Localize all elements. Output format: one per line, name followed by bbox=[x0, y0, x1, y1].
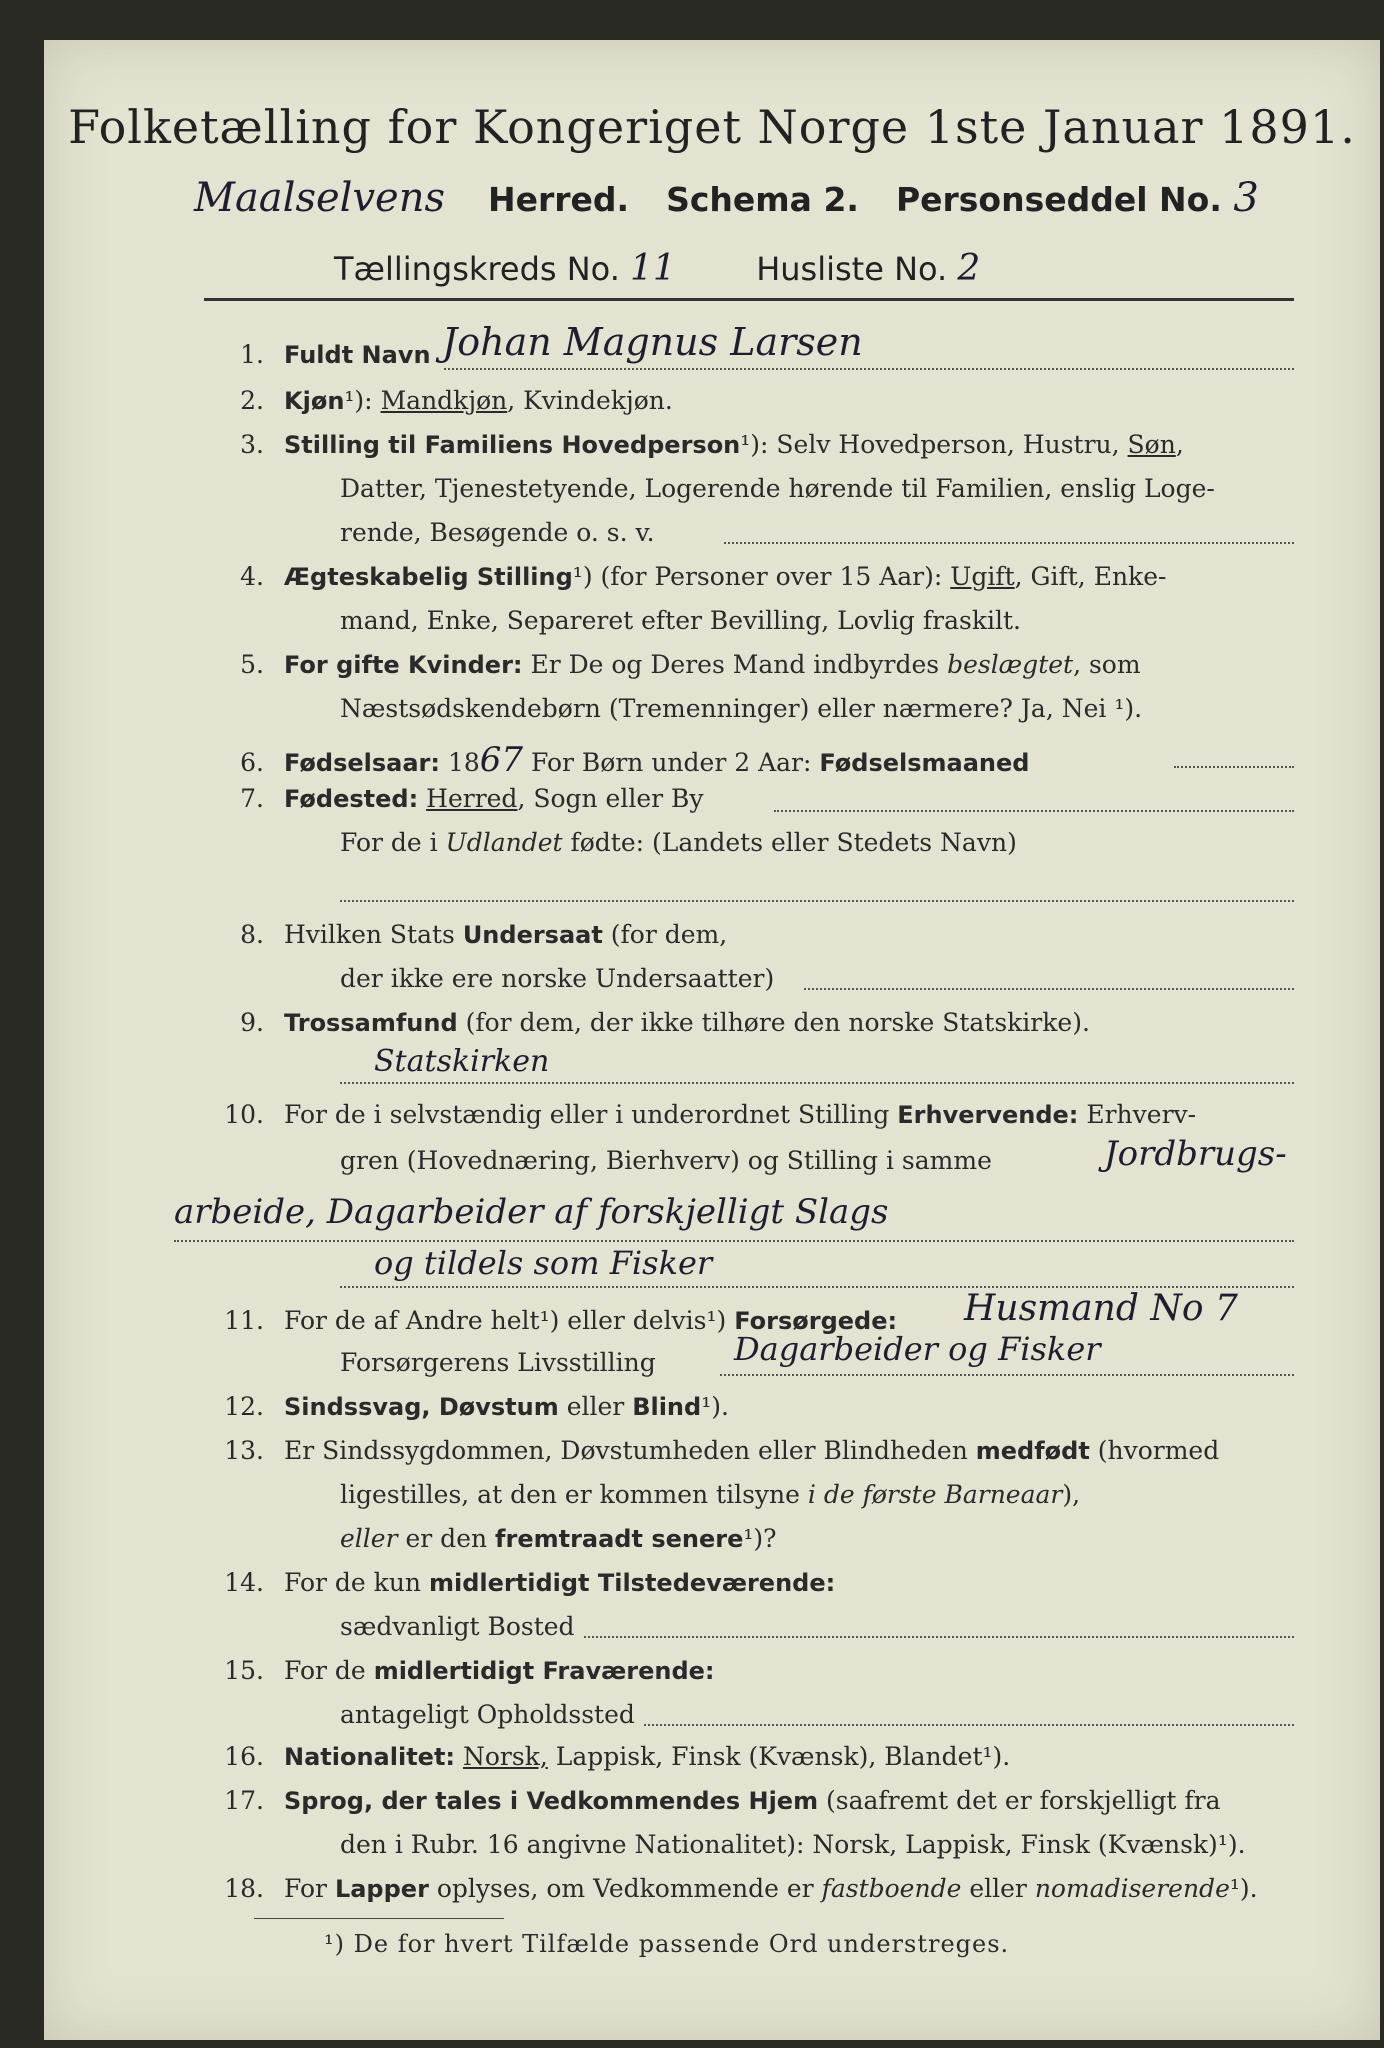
nationality-chosen: Norsk, bbox=[462, 1742, 548, 1771]
husliste-label: Husliste No. bbox=[756, 250, 948, 288]
birth-year-handwritten: 67 bbox=[479, 740, 524, 780]
row-5-text: Er De og Deres Mand indbyrdes bbox=[522, 650, 948, 679]
birthplace-chosen: Herred bbox=[426, 784, 518, 813]
row-18-label: Lapper bbox=[334, 1875, 429, 1903]
row-13-line-2 bbox=[340, 1480, 1080, 1509]
row-8-pre: Hvilken Stats bbox=[284, 920, 463, 949]
row-2 bbox=[204, 386, 1304, 415]
row-9-label: Trossamfund bbox=[284, 1009, 458, 1037]
row-10-pre: For de i selvstændig eller i underordnet Stilling bbox=[284, 1100, 898, 1129]
census-form bbox=[44, 40, 1380, 2040]
row-5-label: For gifte Kvinder: bbox=[284, 651, 523, 679]
dotted-line bbox=[720, 1374, 1294, 1376]
dotted-line bbox=[340, 1082, 1294, 1084]
row-15-label: midlertidigt Fraværende: bbox=[373, 1657, 715, 1685]
row-12-label: Sindssvag, Døvstum bbox=[284, 1393, 559, 1421]
occupation-handwritten-3: og tildels som Fisker bbox=[374, 1244, 713, 1282]
row-17-line-2: den i Rubr. 16 angivne Nationalitet): Norsk, Lappisk, Finsk (Kvænsk)¹). bbox=[340, 1830, 1246, 1859]
row-13-l2a: ligestilles, at den er kommen tilsyne bbox=[340, 1480, 808, 1509]
row-number: 4. bbox=[240, 562, 264, 591]
row-17-label: Sprog, der tales i Vedkommendes Hjem bbox=[284, 1787, 819, 1815]
dotted-line bbox=[774, 810, 1294, 812]
header-rule bbox=[204, 298, 1294, 301]
row-13-label: medfødt bbox=[975, 1437, 1090, 1465]
row-3-line-2: Datter, Tjenestetyende, Logerende hørende til Familien, enslig Loge- bbox=[340, 474, 1215, 503]
row-number: 8. bbox=[240, 920, 264, 949]
row-number: 10. bbox=[224, 1100, 264, 1129]
row-number: 17. bbox=[224, 1786, 264, 1815]
dotted-line bbox=[724, 542, 1294, 544]
dotted-line bbox=[174, 1240, 1294, 1242]
row-7-line-2 bbox=[340, 828, 1017, 857]
row-15-line-2: antageligt Opholdssted bbox=[340, 1700, 635, 1729]
row-number: 16. bbox=[224, 1742, 264, 1771]
marital-status-chosen: Ugift bbox=[950, 562, 1015, 591]
personseddel-label: Personseddel No. bbox=[895, 180, 1222, 219]
row-number: 9. bbox=[240, 1008, 264, 1037]
row-7-l2b: fødte: (Landets eller Stedets Navn) bbox=[562, 828, 1017, 857]
row-11-label: Forsørgede: bbox=[734, 1307, 898, 1335]
form-title: Folketælling for Kongeriget Norge 1ste Januar 1891. bbox=[68, 100, 1356, 154]
row-13-l2b: ), bbox=[1062, 1480, 1081, 1509]
row-4-end: , Gift, Enke- bbox=[1014, 562, 1167, 591]
provider-handwritten: Husmand No 7 bbox=[964, 1288, 1238, 1329]
dotted-line bbox=[584, 1636, 1294, 1638]
row-13-l3a: er den bbox=[397, 1524, 496, 1553]
row-3-end: , bbox=[1175, 430, 1184, 459]
row-13-l3-bold: fremtraadt senere bbox=[495, 1525, 744, 1553]
footnote: ¹) De for hvert Tilfælde passende Ord understreges. bbox=[324, 1930, 1010, 1958]
birth-month-label: Fødselsmaaned bbox=[819, 749, 1030, 777]
row-10-line-2: gren (Hovednæring, Bierhverv) og Stilling i samme bbox=[340, 1146, 992, 1175]
row-number: 18. bbox=[224, 1874, 264, 1903]
row-number: 2. bbox=[240, 386, 264, 415]
row-number: 11. bbox=[224, 1306, 264, 1335]
row-15 bbox=[204, 1656, 1304, 1685]
kreds-label: Tællingskreds No. bbox=[334, 250, 620, 288]
row-number: 15. bbox=[224, 1656, 264, 1685]
row-18-end: ¹). bbox=[1229, 1874, 1258, 1903]
municipality-handwritten: Maalselvens bbox=[194, 175, 445, 221]
personseddel-number: 3 bbox=[1233, 175, 1259, 221]
schema-label: Schema 2. bbox=[666, 180, 859, 219]
row-10-label: Erhvervende: bbox=[897, 1101, 1079, 1129]
row-10 bbox=[204, 1100, 1304, 1129]
row-12-label-2: Blind bbox=[632, 1393, 702, 1421]
row-2-label: Kjøn bbox=[284, 387, 345, 415]
row-6 bbox=[204, 740, 1304, 780]
husliste-number: 2 bbox=[957, 248, 981, 289]
row-4 bbox=[204, 562, 1304, 591]
row-number: 1. bbox=[240, 340, 264, 369]
row-13-text: (hvormed bbox=[1089, 1436, 1220, 1465]
row-4-line-2: mand, Enke, Separeret efter Bevilling, Lovlig fraskilt. bbox=[340, 606, 1021, 635]
row-14-pre: For de kun bbox=[284, 1568, 429, 1597]
row-3-label: Stilling til Familiens Hovedperson bbox=[284, 431, 741, 459]
row-18 bbox=[204, 1874, 1304, 1903]
row-16 bbox=[204, 1742, 1304, 1771]
row-number: 3. bbox=[240, 430, 264, 459]
row-17-text: (saafremt det er forskjelligt fra bbox=[818, 1786, 1221, 1815]
row-5-italic: beslægtet bbox=[947, 650, 1074, 679]
family-position-chosen: Søn bbox=[1127, 430, 1176, 459]
row-5 bbox=[204, 650, 1304, 679]
row-13 bbox=[204, 1436, 1304, 1465]
herred-label: Herred. bbox=[488, 180, 630, 219]
row-13-l2-italic: i de første Barneaar bbox=[807, 1480, 1063, 1509]
row-18-text: oplyses, om Vedkommende er bbox=[428, 1874, 822, 1903]
row-13-l3c: ¹)? bbox=[743, 1524, 777, 1553]
row-17 bbox=[204, 1786, 1304, 1815]
row-6-label: Fødselsaar: bbox=[284, 749, 440, 777]
row-7-l2a: For de i bbox=[340, 828, 446, 857]
row-15-pre: For de bbox=[284, 1656, 374, 1685]
row-3 bbox=[204, 430, 1304, 459]
row-13-pre: Er Sindssygdommen, Døvstumheden eller Blindheden bbox=[284, 1436, 976, 1465]
row-11-pre: For de af Andre helt¹) eller delvis¹) bbox=[284, 1306, 735, 1335]
row-4-text: ¹) (for Personer over 15 Aar): bbox=[572, 562, 951, 591]
row-8-line-2: der ikke ere norske Undersaatter) bbox=[340, 964, 775, 993]
dotted-line bbox=[1174, 766, 1294, 768]
row-number: 12. bbox=[224, 1392, 264, 1421]
dotted-line bbox=[340, 900, 1294, 902]
row-14-label: midlertidigt Tilstedeværende: bbox=[428, 1569, 836, 1597]
row-8-text: (for dem, bbox=[602, 920, 728, 949]
row-16-label: Nationalitet: bbox=[284, 1743, 456, 1771]
row-12-end: ¹). bbox=[701, 1392, 729, 1421]
row-18-mid: eller bbox=[961, 1874, 1035, 1903]
dotted-line bbox=[444, 368, 1294, 370]
header-line-schema bbox=[194, 175, 1294, 221]
row-12 bbox=[204, 1392, 1304, 1421]
row-7-l2-italic: Udlandet bbox=[445, 828, 563, 857]
row-10-text: Erhverv- bbox=[1078, 1100, 1197, 1129]
row-6-text: For Børn under 2 Aar: bbox=[523, 748, 820, 777]
row-4-label: Ægteskabelig Stilling bbox=[284, 563, 573, 591]
row-9-text: (for dem, der ikke tilhøre den norske Statskirke). bbox=[457, 1008, 1090, 1037]
row-16-text: Lappisk, Finsk (Kvænsk), Blandet¹). bbox=[547, 1742, 1011, 1771]
row-1-label: Fuldt Navn bbox=[284, 341, 431, 369]
full-name-handwritten: Johan Magnus Larsen bbox=[442, 320, 863, 364]
row-8-label: Undersaat bbox=[462, 921, 603, 949]
sex-other: , Kvindekjøn. bbox=[507, 386, 673, 415]
dotted-line bbox=[804, 988, 1294, 990]
row-number: 5. bbox=[240, 650, 264, 679]
row-9 bbox=[204, 1008, 1304, 1037]
kreds-number: 11 bbox=[630, 248, 676, 289]
row-3-line-3: rende, Besøgende o. s. v. bbox=[340, 518, 655, 547]
occupation-handwritten-1: Jordbrugs- bbox=[1104, 1134, 1287, 1174]
footnote-rule bbox=[254, 1918, 504, 1919]
dotted-line bbox=[644, 1724, 1294, 1726]
row-11-line-2: Forsørgerens Livsstilling bbox=[340, 1348, 656, 1377]
sex-chosen: Mandkjøn bbox=[380, 386, 508, 415]
row-7-label: Fødested: bbox=[284, 785, 419, 813]
row-number: 14. bbox=[224, 1568, 264, 1597]
row-number: 7. bbox=[240, 784, 264, 813]
row-3-text: ¹): Selv Hovedperson, Hustru, bbox=[740, 430, 1128, 459]
row-7-text: , Sogn eller By bbox=[517, 784, 704, 813]
superscript: ¹): bbox=[344, 386, 373, 415]
row-12-mid: eller bbox=[558, 1392, 633, 1421]
row-8 bbox=[204, 920, 1304, 949]
row-7 bbox=[204, 784, 1304, 813]
occupation-handwritten-2: arbeide, Dagarbeider af forskjelligt Slags bbox=[174, 1192, 889, 1232]
row-18-italic-2: nomadiserende bbox=[1034, 1874, 1230, 1903]
row-5-end: , som bbox=[1073, 650, 1141, 679]
religion-handwritten: Statskirken bbox=[374, 1044, 550, 1079]
row-13-line-3 bbox=[340, 1524, 777, 1553]
row-number: 13. bbox=[224, 1436, 264, 1465]
row-18-italic-1: fastboende bbox=[821, 1874, 962, 1903]
row-5-line-2: Næstsødskendebørn (Tremenninger) eller nærmere? Ja, Nei ¹). bbox=[340, 694, 1143, 723]
year-prefix: 18 bbox=[440, 748, 480, 777]
row-14 bbox=[204, 1568, 1304, 1597]
row-18-pre: For bbox=[284, 1874, 335, 1903]
row-14-line-2: sædvanligt Bosted bbox=[340, 1612, 575, 1641]
provider-occupation-handwritten: Dagarbeider og Fisker bbox=[734, 1330, 1101, 1368]
header-line-kreds bbox=[334, 248, 1234, 289]
row-number: 6. bbox=[240, 748, 264, 777]
row-13-l3-italic: eller bbox=[340, 1524, 398, 1553]
